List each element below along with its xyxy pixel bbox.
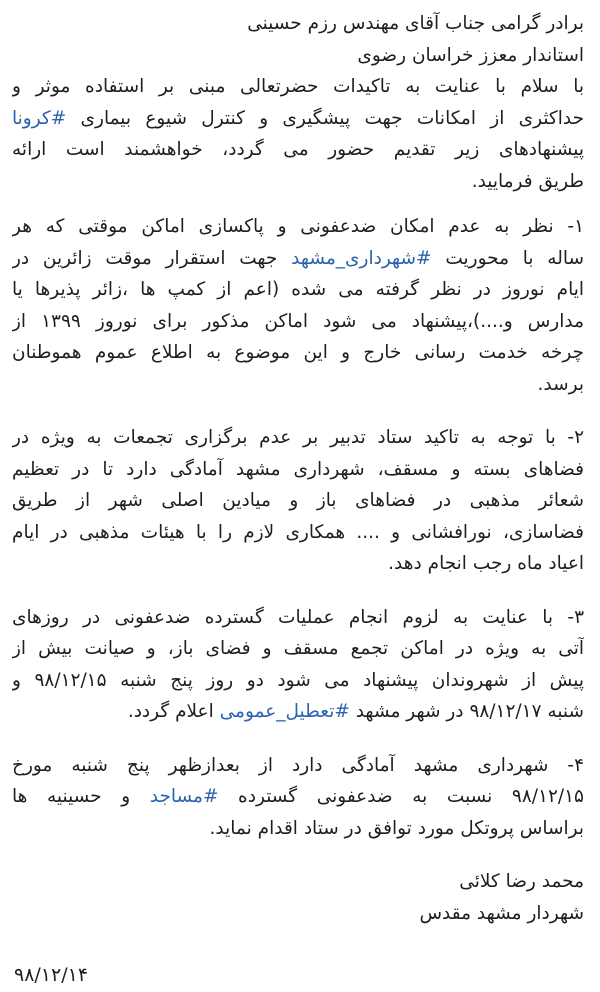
- line-text: اعلام گردد.: [127, 701, 220, 722]
- paragraph-line: آتی به ویژه در اماکن تجمع مسقف و فضای باز، و صیانت بیش از: [12, 638, 584, 659]
- item-3-paragraph: [12, 602, 584, 728]
- line-text: ساله با محوریت: [431, 247, 584, 269]
- paragraph-line: برسد.: [537, 373, 584, 395]
- paragraph-line: براساس پروتکل مورد توافق در ستاد اقدام نماید.: [209, 817, 584, 839]
- paragraph-line: مدارس و....)،پیشنهاد می شود اماکن مذکور برای نوروز ۱۳۹۹ از: [12, 310, 584, 332]
- paragraph-spacer: [12, 580, 584, 602]
- paragraph-line: شعائر مذهبی در فضاهای باز و میادین اصلی شهر از طریق: [12, 490, 584, 511]
- paragraph-spacer: [12, 197, 584, 211]
- line-text: و حسینیه ها: [12, 786, 150, 807]
- paragraph-line: ۴- شهرداری مشهد آمادگی دارد از بعدازظهر پنج شنبه مورخ: [12, 754, 584, 776]
- paragraph-line: چرخه خدمت رسانی خارج و این موضوع به اطلاع عموم هموطنان: [12, 342, 584, 363]
- paragraph-line: فضاهای بسته و مسقف، شهرداری مشهد آمادگی دارد تا در تعظیم: [12, 458, 584, 480]
- item-2-paragraph: [12, 422, 584, 580]
- paragraph-line: پیش از شهروندان پیشنهاد می شود دو روز پنج شنبه ۹۸/۱۲/۱۵ و: [12, 669, 584, 691]
- paragraph-line: اعیاد ماه رجب انجام دهد.: [388, 553, 584, 574]
- line-text: جهت استقرار موقت زائرین در: [12, 247, 292, 269]
- line-text: حداکثری از امکانات جهت پیشگیری و کنترل شیوع بیماری: [66, 107, 584, 129]
- hashtag-link[interactable]: #تعطیل_عمومی: [219, 701, 350, 722]
- hashtag-link[interactable]: #شهرداری_مشهد: [291, 247, 432, 269]
- paragraph-spacer: [12, 844, 584, 866]
- paragraph-line: پیشنهادهای زیر تقدیم حضور می گردد، خواهشمند است ارائه: [12, 139, 584, 160]
- line-text: ۹۸/۱۲/۱۵ نسبت به ضدعفونی گسترده: [218, 786, 584, 807]
- signer-title: شهردار مشهد مقدس: [419, 902, 584, 924]
- letter-date: ۹۸/۱۲/۱۴: [14, 964, 89, 986]
- paragraph-line: ۳- با عنایت به لزوم انجام عملیات گسترده ضدعفونی در روزهای: [12, 606, 584, 628]
- salutation-line: استاندار معزز خراسان رضوی: [357, 44, 584, 66]
- paragraph-line: ۲- با توجه به تاکید ستاد تدبیر بر عدم برگزاری تجمعات به ویژه در: [12, 427, 584, 448]
- paragraph-line: ۱- نظر به عدم امکان ضدعفونی و پاکسازی اماکن موقتی که هر: [12, 216, 584, 237]
- paragraph-line: ایام نوروز در نظر گرفته می شده (اعم از کمپ ها ،زائر پذیرها یا: [12, 279, 584, 300]
- salutation: [12, 8, 584, 71]
- paragraph-spacer: [12, 400, 584, 422]
- paragraph-line: با سلام با عنایت به تاکیدات حضرتعالی مبنی بر استفاده موثر و: [12, 76, 584, 97]
- intro-paragraph: [12, 71, 584, 197]
- paragraph-line: فضاسازی، نورافشانی و .... همکاری لازم را با هیئات مذهبی در ایام: [12, 521, 584, 543]
- paragraph-line: [12, 781, 584, 813]
- paragraph-line: [12, 103, 584, 135]
- salutation-line: برادر گرامی جناب آقای مهندس رزم حسینی: [247, 13, 584, 34]
- signer-name: محمد رضا کلائی: [459, 871, 584, 892]
- item-1-paragraph: [12, 211, 584, 400]
- paragraph-line: [12, 243, 584, 275]
- signature-block: [12, 866, 584, 929]
- line-text: شنبه ۹۸/۱۲/۱۷ در شهر مشهد: [349, 701, 584, 722]
- hashtag-link[interactable]: #کرونا: [12, 107, 67, 129]
- item-4-paragraph: [12, 750, 584, 845]
- paragraph-line: [12, 696, 584, 728]
- hashtag-link[interactable]: #مساجد: [149, 786, 219, 807]
- paragraph-line: طریق فرمایید.: [471, 170, 584, 192]
- paragraph-spacer: [12, 728, 584, 750]
